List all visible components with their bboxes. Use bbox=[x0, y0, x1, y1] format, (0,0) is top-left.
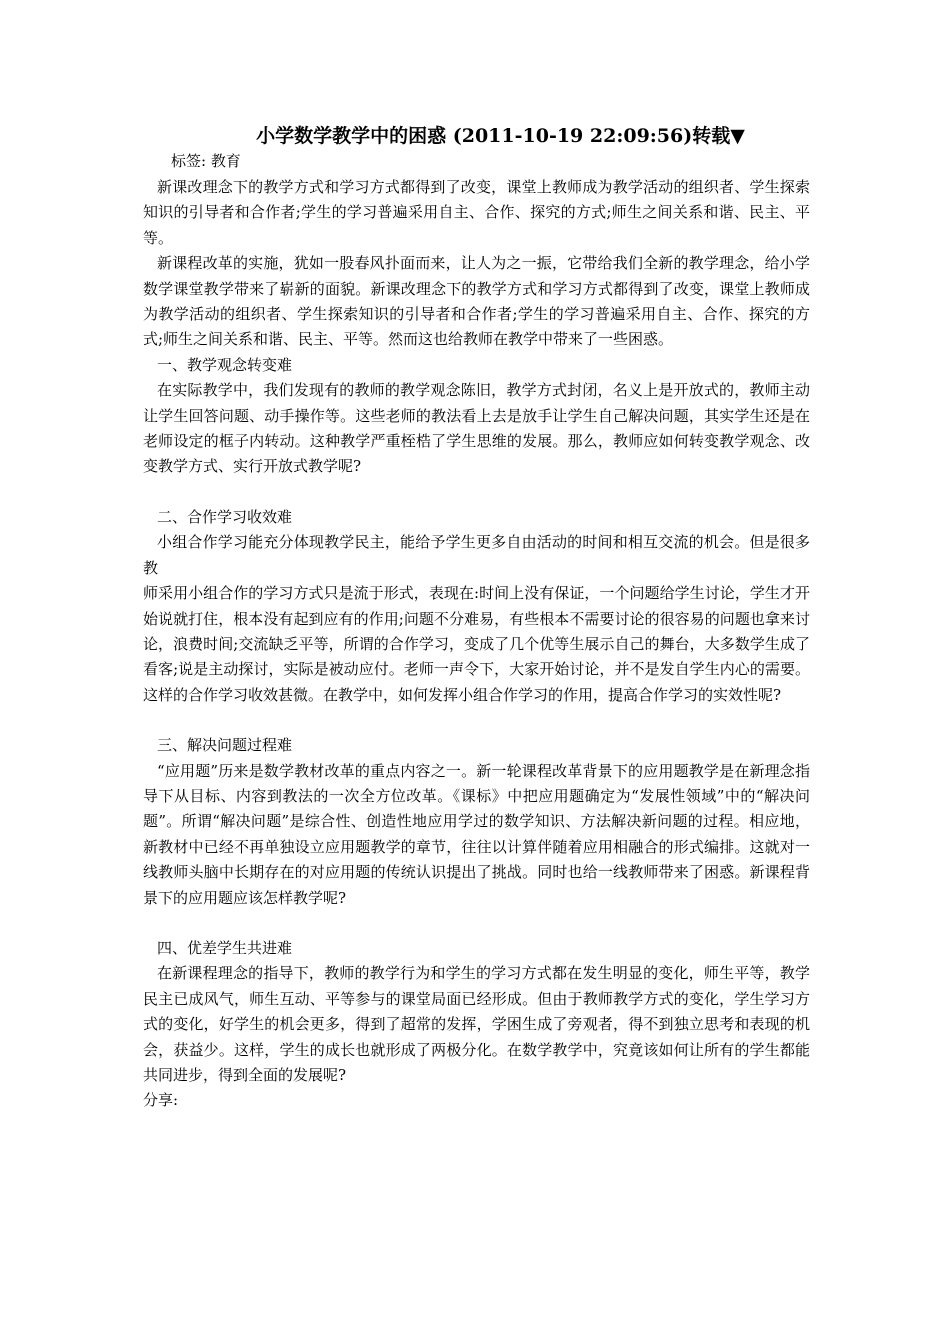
section-2-body-b: 师采用小组合作的学习方式只是流于形式，表现在:时间上没有保证，一个问题给学生讨论，学生才开始说就打住，根本没有起到应有的作用;问题不分难易，有些根本不需要讨论的很容易的问题也拿来讨论，浪费时间;交流缺乏平等，所谓的合作学习，变成了几个优等生展示自己的舞台，大多数学生成了看客;说是主动探讨，实际是被动应付。老师一声令下，大家开始讨论，并不是发自学生内心的需要。这样的合作学习收效甚微。在教学中，如何发挥小组合作学习的作用，提高合作学习的实效性呢? bbox=[143, 584, 810, 704]
section-3-heading: 三、解决问题过程难 bbox=[157, 736, 293, 755]
section-3-body: “应用题”历来是数学教材改革的重点内容之一。新一轮课程改革背景下的应用题教学是在新理念指导下从目标、内容到教法的一次全方位改革。《课标》中把应用题确定为“发展性领域”中的“解决问题”。所谓“解决问题”是综合性、创造性地应用学过的数学知识、方法解决新问题的过程。相应地，新教材中已经不再单独设立应用题教学的章节，往往以计算伴随着应用相融合的形式编排。这就对一线教师头脑中长期存在的对应用题的传统认识提出了挑战。同时也给一线教师带来了困惑。新课程背景下的应用题应该怎样教学呢? bbox=[143, 761, 810, 907]
tag-label: 标签: bbox=[171, 152, 207, 170]
section-2-body-a: 小组合作学习能充分体现教学民主，能给予学生更多自由活动的时间和相互交流的机会。但是很多教 bbox=[143, 533, 810, 577]
section-1-body: 在实际教学中，我们发现有的教师的教学观念陈旧，教学方式封闭，名义上是开放式的，教师主动让学生回答问题、动手操作等。这些老师的教法看上去是放手让学生自己解决问题，其实学生还是在老师设定的框子内转动。这种教学严重桎梏了学生思维的发展。那么，教师应如何转变教学观念、改变教学方式、实行开放式教学呢? bbox=[143, 381, 810, 476]
intro-paragraph-2: 新课程改革的实施，犹如一股春风扑面而来，让人为之一振，它带给我们全新的教学理念，给小学数学课堂教学带来了崭新的面貌。新课改理念下的教学方式和学习方式都得到了改变，课堂上教师成为教学活动的组织者、学生探索知识的引导者和合作者;学生的学习普遍采用自主、合作、探究的方式;师生之间关系和谐、民主、平等。然而这也给教师在教学中带来了一些困惑。 bbox=[143, 254, 810, 349]
article bbox=[143, 122, 810, 1114]
section-spacer bbox=[143, 911, 810, 936]
section-4-heading: 四、优差学生共进难 bbox=[157, 938, 293, 957]
section-4-body: 在新课程理念的指导下，教师的教学行为和学生的学习方式都在发生明显的变化，师生平等，教学民主已成风气，师生互动、平等参与的课堂局面已经形成。但由于教师教学方式的变化，学生学习方式的变化，好学生的机会更多，得到了超常的发挥，学困生成了旁观者，得不到独立思考和表现的机会，获益少。这样，学生的成长也就形成了两极分化。在数学教学中，究竟该如何让所有的学生都能共同进步，得到全面的发展呢? bbox=[143, 964, 810, 1084]
tag-link[interactable]: 教育 bbox=[210, 152, 241, 170]
section-spacer bbox=[143, 708, 810, 733]
article-title: 小学数学教学中的困惑 (2011-10-19 22:09:56)转载▼ bbox=[256, 125, 745, 147]
share-label[interactable]: 分享: bbox=[143, 1091, 179, 1110]
section-2-heading: 二、合作学习收效难 bbox=[157, 507, 293, 526]
intro-paragraph-1: 新课改理念下的教学方式和学习方式都得到了改变，课堂上教师成为教学活动的组织者、学生探索知识的引导者和合作者;学生的学习普遍采用自主、合作、探究的方式;师生之间关系和谐、民主、平等。 bbox=[143, 178, 810, 247]
section-spacer bbox=[143, 480, 810, 505]
section-1-heading: 一、教学观念转变难 bbox=[157, 355, 293, 374]
tag-line bbox=[143, 150, 810, 172]
